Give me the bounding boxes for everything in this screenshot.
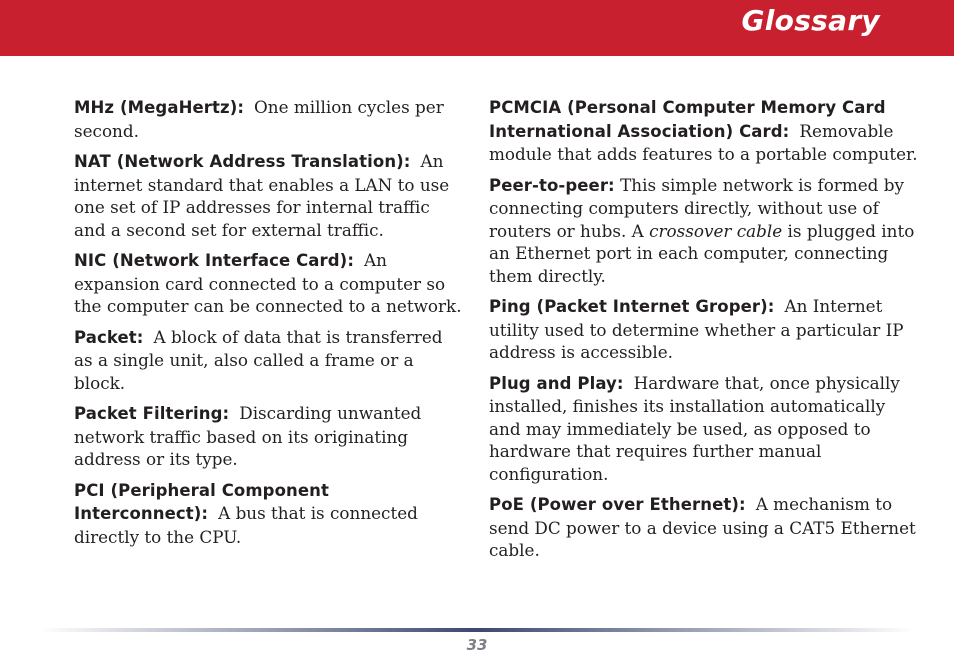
glossary-column-left — [74, 96, 464, 556]
glossary-definition: A mechanism to send DC power to a device using a CAT5 Ethernet cable. — [489, 494, 916, 560]
page-title: Glossary — [741, 4, 880, 37]
glossary-term: NAT (Network Address Translation): — [74, 152, 411, 171]
glossary-entry-ping — [489, 295, 919, 364]
glossary-term: PCMCIA (Personal Computer Memory Card International Association) Card: — [489, 98, 886, 141]
glossary-definition: A block of data that is transferred as a single unit, also called a frame or a block. — [74, 326, 443, 393]
glossary-definition: An expansion card connected to a computer so the computer can be connected to a network. — [74, 250, 462, 316]
glossary-entry-plug-and-play — [489, 372, 919, 486]
glossary-entry-pci — [74, 479, 464, 549]
glossary-definition-emphasis: crossover cable — [649, 220, 783, 241]
glossary-definition: is plugged into an Ethernet port in each computer, connecting them directly. — [489, 220, 915, 286]
glossary-definition: A bus that is connected directly to the CPU. — [74, 503, 418, 547]
glossary-entry-packet — [74, 326, 464, 395]
glossary-entry-peer-to-peer — [489, 174, 919, 288]
glossary-entry-pcmcia — [489, 96, 919, 166]
glossary-term: NIC (Network Interface Card): — [74, 251, 355, 270]
glossary-entry-poe — [489, 493, 919, 562]
glossary-entry-nic — [74, 249, 464, 318]
glossary-definition: Discarding unwanted network traffic based on its originating address or its type. — [74, 403, 422, 469]
glossary-definition: One million cycles per second. — [74, 97, 444, 141]
glossary-definition: An internet standard that enables a LAN to use one set of IP addresses for internal traffic and a second set for external traffic. — [74, 151, 450, 240]
glossary-entry-mhz — [74, 96, 464, 142]
glossary-definition: Removable module that adds features to a portable computer. — [489, 120, 918, 164]
footer-divider — [40, 628, 914, 632]
header-banner — [0, 0, 954, 56]
glossary-definition: Hardware that, once physically installed, finishes its installation automatically and may immediately be used, as opposed to hardware that requires further manual configuration. — [489, 372, 900, 484]
glossary-term: MHz (MegaHertz): — [74, 98, 245, 117]
glossary-entry-packet-filtering — [74, 402, 464, 471]
glossary-definition: An Internet utility used to determine whether a particular IP address is accessible. — [489, 296, 904, 362]
glossary-term: Plug and Play: — [489, 373, 624, 393]
glossary-column-right — [489, 96, 919, 570]
glossary-term: Peer-to-peer: — [489, 175, 615, 195]
glossary-term: Ping (Packet Internet Groper): — [489, 297, 775, 316]
glossary-term: Packet Filtering: — [74, 404, 230, 423]
glossary-definition: This simple network is formed by connecting computers directly, without use of routers or hubs. A — [489, 174, 904, 241]
glossary-term: Packet: — [74, 327, 144, 347]
glossary-term: PoE (Power over Ethernet): — [489, 495, 746, 514]
page-number: 33 — [466, 636, 488, 654]
glossary-term: PCI (Peripheral Component Interconnect): — [74, 480, 329, 523]
glossary-entry-nat — [74, 150, 464, 241]
